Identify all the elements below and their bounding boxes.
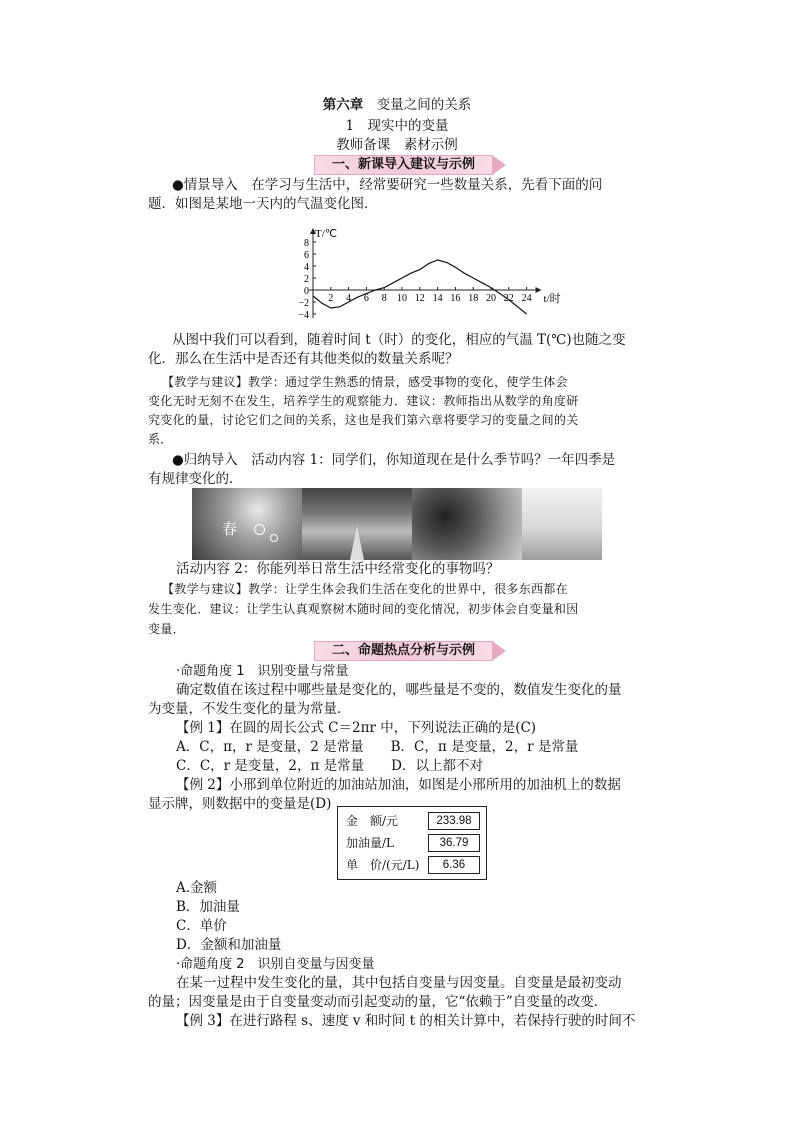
y-tick-label: −2	[298, 298, 309, 309]
paragraph: 活动内容 2：你能列举日常生活中经常变化的事物吗？	[176, 561, 500, 577]
x-axis-label: t/时	[543, 293, 561, 305]
y-tick-label: 4	[304, 262, 309, 273]
note-line: 变量．	[148, 622, 185, 636]
fuel-display-panel	[337, 806, 487, 880]
section-banner-2: 二、命题热点分析与示例	[314, 641, 493, 661]
paragraph: 有规律变化的．	[148, 471, 243, 487]
x-tick-label: 8	[381, 293, 387, 304]
paragraph: 的量；因变量是由于自变量变动而引起变动的量，它“依赖于”自变量的改变．	[148, 994, 608, 1010]
example-1-options-ab: A．C，π，r 是变量，2 是常量 B．C，π 是变量，2，r 是常量	[176, 739, 579, 755]
paragraph: 确定数值在该过程中哪些量是变化的，哪些量是不变的，数值发生变化的量	[176, 682, 622, 698]
example-1-options-cd: C．C，r 是变量，2，π 是常量 D．以上都不对	[176, 758, 483, 774]
example-2: 【例 2】小邢到单位附近的加油站加油，如图是小邢所用的加油机上的数据	[176, 777, 621, 793]
x-axis-arrow	[536, 287, 542, 293]
example-3: 【例 3】在进行路程 s、速度 v 和时间 t 的相关计算中，若保持行驶的时间不	[176, 1013, 636, 1029]
y-tick-label: 0	[304, 286, 309, 297]
note-line: 究变化的量，讨论它们之间的关系，这也是我们第六章将要学习的变量之间的关	[148, 413, 579, 427]
x-tick-label: 10	[397, 293, 407, 304]
bubble-icon	[254, 524, 265, 535]
option-c: C．单价	[176, 918, 227, 934]
section-banner-1: 一、新课导入建议与示例	[314, 155, 493, 175]
chapter-number: 第六章	[322, 97, 364, 113]
note-line: 变化无时无刻不在发生，培养学生的观察能力．建议：教师指出从数学的角度研	[148, 394, 579, 408]
note-line: 【教学与建议】教学：通过学生熟悉的情景，感受事物的变化，使学生体会	[162, 375, 568, 389]
chapter-heading	[0, 96, 794, 115]
temperature-chart	[296, 210, 561, 322]
x-tick-label: 4	[346, 293, 352, 304]
x-tick-label: 2	[328, 293, 334, 304]
winter-tree-photo	[522, 488, 602, 560]
summer-road-photo	[302, 488, 412, 560]
note-line: 发生变化．建议：让学生认真观察树木随时间的变化情况，初步体会自变量和因	[148, 602, 579, 616]
x-tick-label: 12	[414, 293, 425, 304]
x-tick-label: 16	[450, 293, 461, 304]
photo-caption: 春	[222, 520, 238, 538]
table-row: 单 价/(元/L) 6.36	[338, 853, 486, 875]
paragraph: ●归纳导入 活动内容 1：同学们，你知道现在是什么季节吗？一年四季是	[172, 452, 616, 468]
paragraph: 题．如图是某地一天内的气温变化图．	[148, 196, 378, 212]
spring-photo	[192, 488, 302, 560]
example-2: 显示牌，则数据中的变量是(D)	[148, 796, 332, 812]
y-tick-label: −4	[298, 310, 309, 321]
x-tick-label: 20	[486, 293, 496, 304]
option-a: A.金额	[176, 880, 218, 896]
chapter-title: 变量之间的关系	[376, 97, 472, 113]
x-tick-label: 22	[503, 293, 514, 304]
y-tick-label: 8	[304, 238, 309, 249]
note-line: 系．	[148, 432, 173, 446]
angle-heading-2: ·命题角度 2 识别自变量与因变量	[176, 957, 375, 972]
y-axis-label: T/℃	[315, 228, 338, 240]
section-title: 1 现实中的变量	[345, 118, 449, 134]
table-row: 金 额/元 233.98	[338, 809, 486, 831]
subtitle: 教师备课 素材示例	[336, 137, 458, 153]
paragraph: 化．那么在生活中是否还有其他类似的数量关系呢？	[148, 351, 459, 367]
y-tick-label: 6	[304, 250, 309, 261]
x-tick-label: 14	[432, 293, 443, 304]
option-b: B．加油量	[176, 899, 240, 915]
x-tick-label: 18	[468, 293, 479, 304]
paragraph: 从图中我们可以看到，随着时间 t（时）的变化，相应的气温 T(℃)也随之变	[172, 332, 626, 348]
autumn-leaves-photo	[412, 488, 522, 560]
angle-heading-1: ·命题角度 1 识别变量与常量	[176, 664, 349, 679]
paragraph: ●情景导入 在学习与生活中，经常要研究一些数量关系，先看下面的问	[172, 177, 603, 193]
paragraph: 在某一过程中发生变化的量，其中包括自变量与因变量。自变量是最初变动	[176, 975, 622, 991]
paragraph: 为变量，不发生变化的量为常量．	[148, 701, 351, 717]
bubble-icon	[270, 534, 278, 542]
x-tick-label: 6	[363, 293, 369, 304]
road-shape	[350, 526, 364, 560]
note-line: 【教学与建议】教学：让学生体会我们生活在变化的世界中，很多东西都在	[162, 582, 568, 596]
example-1: 【例 1】在圆的周长公式 C＝2πr 中，下列说法正确的是(C)	[176, 720, 537, 736]
option-d: D．金额和加油量	[176, 937, 282, 953]
x-tick-label: 24	[521, 293, 532, 304]
y-tick-label: 2	[304, 274, 309, 285]
table-row: 加油量/L 36.79	[338, 831, 486, 853]
